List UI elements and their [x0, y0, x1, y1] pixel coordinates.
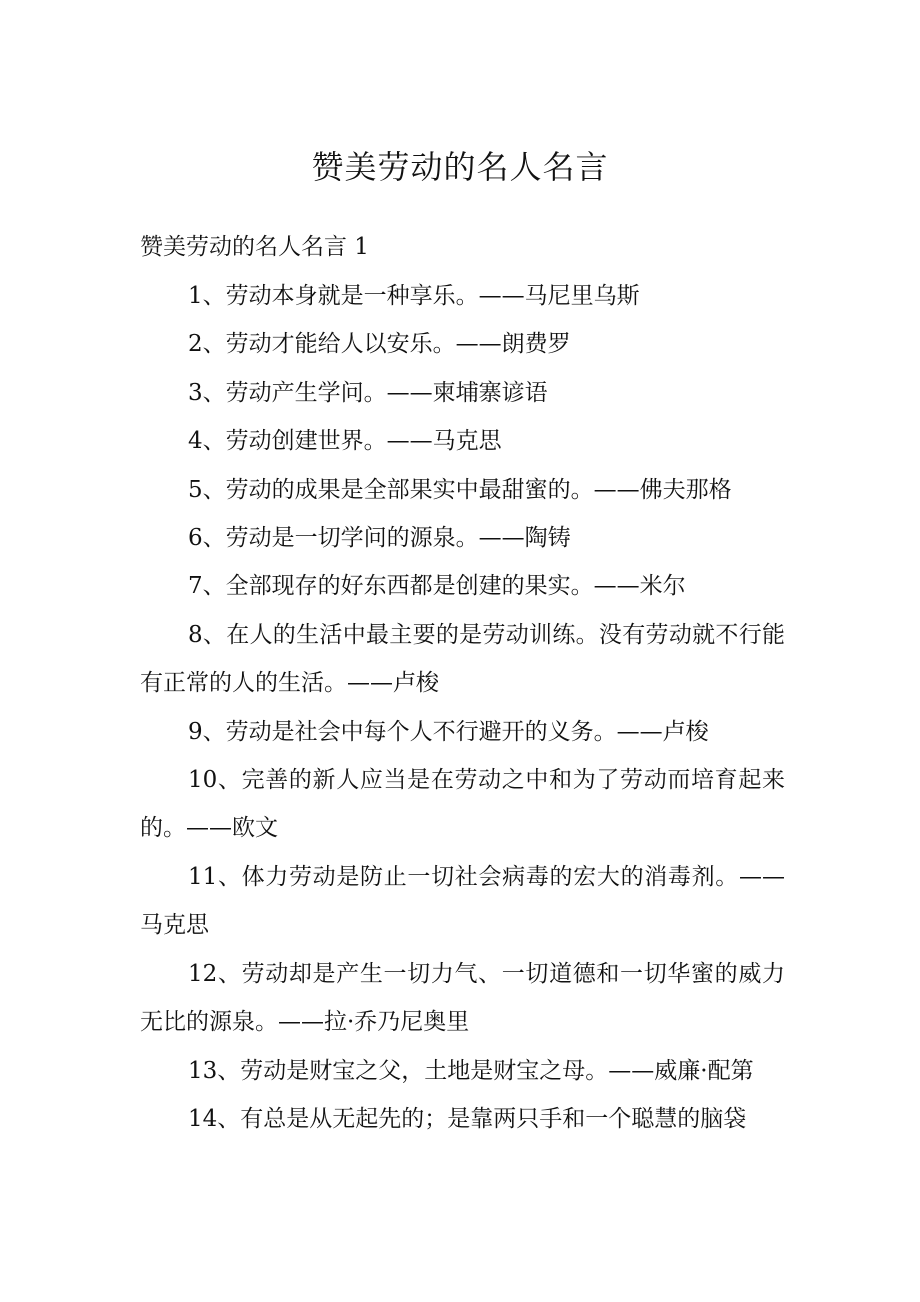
document-title: 赞美劳动的名人名言 [311, 148, 609, 186]
quote-list [140, 272, 785, 1143]
quote-item: 13、劳动是财宝之父，土地是财宝之母。——威廉·配第 [188, 1057, 754, 1084]
quote-item: 9、劳动是社会中每个人不行避开的义务。——卢梭 [188, 718, 709, 745]
quote-item: 5、劳动的成果是全部果实中最甜蜜的。——佛夫那格 [188, 476, 732, 503]
quote-item: 10、完善的新人应当是在劳动之中和为了劳动而培育起来的。——欧文 [140, 767, 785, 842]
section-heading: 赞美劳动的名人名言 1 [140, 234, 369, 260]
quote-item: 2、劳动才能给人以安乐。——朗费罗 [188, 331, 571, 358]
quote-item: 3、劳动产生学问。——柬埔寨谚语 [188, 379, 548, 406]
quote-item: 6、劳动是一切学问的源泉。——陶铸 [188, 525, 571, 552]
quote-item: 8、在人的生活中最主要的是劳动训练。没有劳动就不行能有正常的人的生活。——卢梭 [140, 621, 785, 697]
quote-item: 4、劳动创建世界。——马克思 [188, 428, 502, 455]
quote-item: 1、劳动本身就是一种享乐。——马尼里乌斯 [188, 283, 640, 309]
quote-item: 12、劳动却是产生一切力气、一切道德和一切华蜜的威力无比的源泉。——拉·乔乃尼奥里 [140, 960, 785, 1036]
quote-item: 11、体力劳动是防止一切社会病毒的宏大的消毒剂。——马克思 [140, 863, 785, 939]
quote-item: 7、全部现存的好东西都是创建的果实。——米尔 [188, 573, 686, 600]
quote-item: 14、有总是从无起先的；是靠两只手和一个聪慧的脑袋 [188, 1105, 747, 1132]
